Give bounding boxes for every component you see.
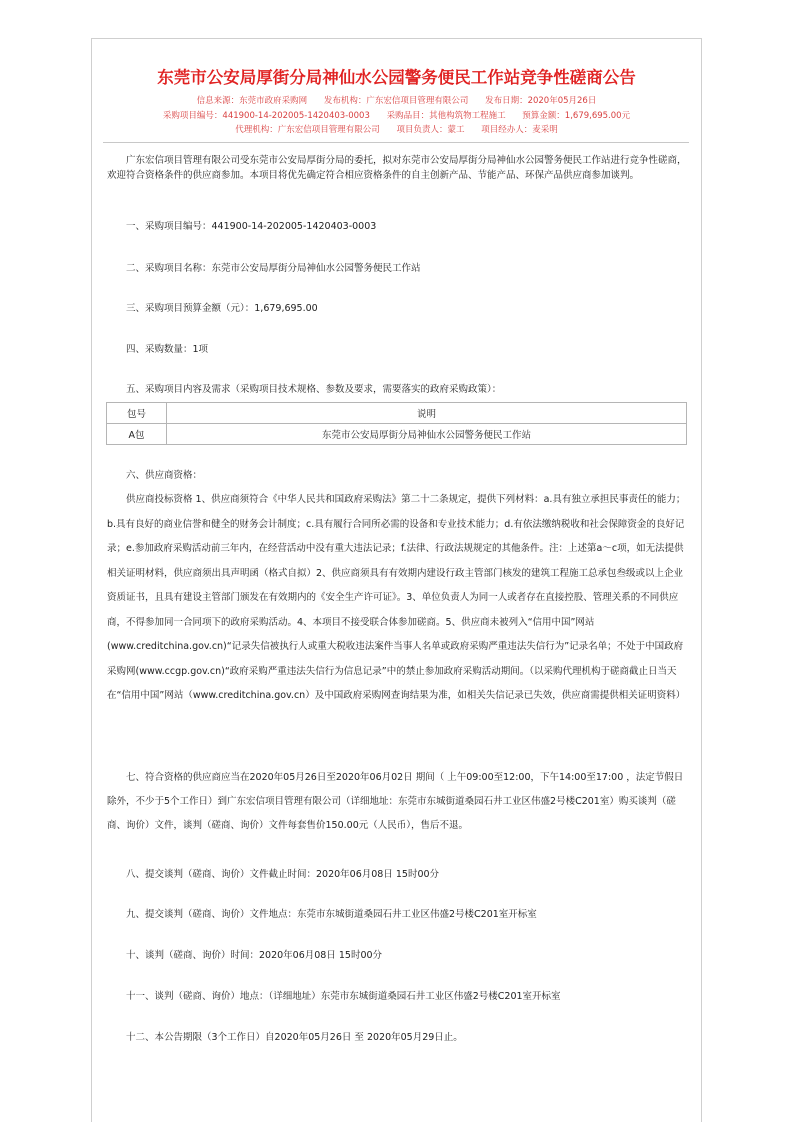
item-deadline: 八、提交谈判（磋商、询价）文件截止时间：2020年06月08日 15时00分 bbox=[126, 869, 440, 880]
meta-source: 信息来源：东莞市政府采购网 bbox=[196, 96, 308, 106]
meta-agency: 代理机构：广东宏信项目管理有限公司 bbox=[235, 125, 380, 135]
table-row bbox=[107, 424, 687, 445]
item-project-name: 二、采购项目名称：东莞市公安局厚街分局神仙水公园警务便民工作站 bbox=[126, 263, 421, 274]
meta-line-2 bbox=[91, 109, 702, 121]
table-header-row bbox=[107, 403, 687, 424]
item-requirements: 五、采购项目内容及需求（采购项目技术规格、参数及要求，需要落实的政府采购政策）： bbox=[126, 384, 502, 395]
purchase-paragraph: 七、符合资格的供应商应当在2020年05月26日至2020年06月02日 期间（ 上午09:00至12:00，下午14:00至17:00 ，法定节假日除外，不少于5个工作日）到广东宏信项目管理有限公司（详细地址：东莞市东城街道桑园石井工业区伟盛2号楼C201室）购买谈判（磋商、询价）文件，谈判（磋商、询价）文件每套售价150.00元（人民币），售后不退。 bbox=[107, 772, 684, 831]
qualification-paragraph: 供应商投标资格 1、供应商须符合《中华人民共和国政府采购法》第二十二条规定，提供下列材料：a.具有独立承担民事责任的能力；b.具有良好的商业信誉和健全的财务会计制度；c.具有履行合同所必需的设备和专业技术能力；d.有依法缴纳税收和社会保障资金的良好记录；e.参加政府采购活动前三年内，在经营活动中没有重大违法记录；f.法律、行政法规规定的其他条件。注：上述第a～c项，如无法提供相关证明材料，供应商须出具声明函（格式自拟）2、供应商须具有有效期内建设行政主管部门核发的建筑工程施工总承包叁级或以上企业资质证书，且具有建设主管部门颁发在有效期内的《安全生产许可证》。3、单位负责人为同一人或者存在直接控股、管理关系的不同供应商，不得参加同一合同项下的政府采购活动。4、本项目不接受联合体参加磋商。5、供应商未被列入“信用中国”网站(www.creditchina.gov.cn)“记录失信被执行人或重大税收违法案件当事人名单或政府采购严重违法失信行为”记录名单；不处于中国政府采购网(www.ccgp.gov.cn)“政府采购严重违法失信行为信息记录”中的禁止参加政府采购活动期间。（以采购代理机构于磋商截止日当天在“信用中国”网站（www.creditchina.gov.cn）及中国政府采购网查询结果为准，如相关失信记录已失效，供应商需提供相关证明资料） bbox=[107, 494, 686, 701]
header-package: 包号 bbox=[107, 403, 167, 424]
cell-package: A包 bbox=[107, 424, 167, 445]
header-description: 说明 bbox=[167, 403, 687, 424]
item-qualification-heading: 六、供应商资格： bbox=[126, 470, 203, 481]
item-negotiation-time: 十、谈判（磋商、询价）时间：2020年06月08日 15时00分 bbox=[126, 950, 383, 961]
meta-date: 发布日期：2020年05月26日 bbox=[485, 96, 597, 106]
cell-description: 东莞市公安局厚街分局神仙水公园警务便民工作站 bbox=[167, 424, 687, 445]
meta-budget: 预算金额：1,679,695.00元 bbox=[522, 111, 631, 121]
meta-project-lead: 项目负责人：蒙工 bbox=[396, 125, 465, 135]
meta-publisher: 发布机构：广东宏信项目管理有限公司 bbox=[323, 96, 469, 106]
item-quantity: 四、采购数量：1项 bbox=[126, 344, 209, 355]
item-submission-location: 九、提交谈判（磋商、询价）文件地点：东莞市东城街道桑园石井工业区伟盛2号楼C201室开标室 bbox=[126, 909, 537, 920]
header-divider bbox=[103, 142, 689, 143]
item-notice-period: 十二、本公告期限（3个工作日）自2020年05月26日 至 2020年05月29日止。 bbox=[126, 1032, 463, 1043]
package-table bbox=[106, 402, 687, 445]
meta-category: 采购品目：其他构筑物工程施工 bbox=[386, 111, 506, 121]
meta-project-number: 采购项目编号：441900-14-202005-1420403-0003 bbox=[162, 111, 370, 121]
meta-handler: 项目经办人：麦采明 bbox=[481, 125, 558, 135]
page-title: 东莞市公安局厚街分局神仙水公园警务便民工作站竞争性磋商公告 bbox=[157, 68, 636, 87]
meta-line-3 bbox=[91, 123, 702, 135]
intro-paragraph: 广东宏信项目管理有限公司受东莞市公安局厚街分局的委托，拟对东莞市公安局厚街分局神仙水公园警务便民工作站进行竞争性磋商，欢迎符合资格条件的供应商参加。本项目将优先确定符合相应资格条件的自主创新产品、节能产品、环保产品供应商参加谈判。 bbox=[107, 155, 687, 181]
item-budget: 三、采购项目预算金额（元）：1,679,695.00 bbox=[126, 303, 318, 314]
item-negotiation-location: 十一、谈判（磋商、询价）地点：（详细地址）东莞市东城街道桑园石井工业区伟盛2号楼C201室开标室 bbox=[126, 991, 561, 1002]
meta-line-1 bbox=[91, 94, 702, 106]
item-project-number: 一、采购项目编号：441900-14-202005-1420403-0003 bbox=[126, 221, 377, 232]
